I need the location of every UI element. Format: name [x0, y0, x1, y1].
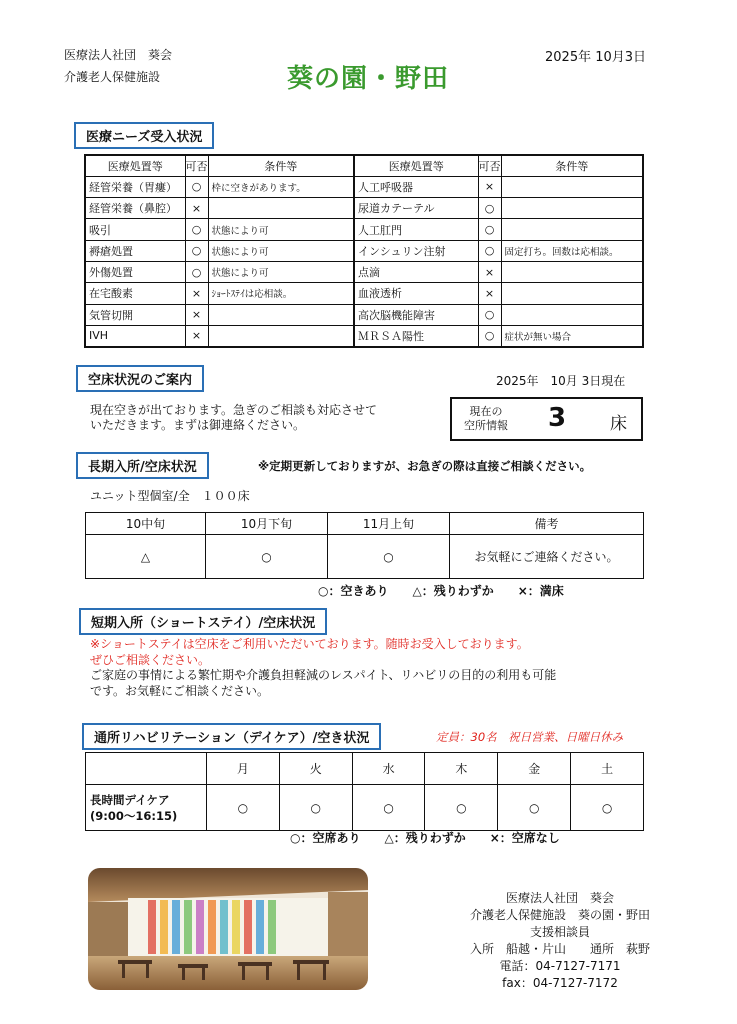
condition-cell: 状態により可 — [208, 219, 354, 240]
weekday-header: 水 — [352, 753, 425, 785]
medical-needs-table — [84, 154, 644, 348]
vacancy-box-label-line: 空所情報 — [464, 419, 508, 432]
condition-cell: 枠に空きがあります。 — [208, 176, 354, 197]
condition-cell — [208, 198, 354, 219]
availability-cell: ○ — [352, 785, 425, 831]
daycare-note: 定員：30名 祝日営業、日曜日休み — [436, 730, 624, 744]
treatment-cell: インシュリン注射 — [354, 240, 478, 261]
treatment-cell: 人工肛門 — [354, 219, 478, 240]
weekday-header: 土 — [571, 753, 644, 785]
treatment-cell: 吸引 — [85, 219, 185, 240]
table-row — [85, 261, 643, 282]
availability-cell: × — [185, 198, 208, 219]
section-heading-vacancy: 空床状況のご案内 — [76, 365, 204, 392]
daycare-legend: ○：空席あり △：残りわずか ×：空席なし — [290, 831, 560, 845]
treatment-cell: 外傷処置 — [85, 261, 185, 282]
availability-cell: ○ — [478, 219, 501, 240]
availability-cell: ○ — [478, 240, 501, 261]
contact-facility: 介護老人保健施設 葵の園・野田 — [469, 908, 650, 922]
table-row — [86, 785, 644, 831]
period-header: 備考 — [450, 513, 644, 535]
availability-cell: ○ — [571, 785, 644, 831]
availability-cell: × — [185, 304, 208, 325]
treatment-cell: ＭＲＳＡ陽性 — [354, 325, 478, 346]
availability-cell: ○ — [206, 535, 328, 579]
vacancy-count-box — [450, 397, 643, 441]
treatment-cell: IVH — [85, 325, 185, 346]
col-header-ok: 可否 — [478, 155, 501, 176]
long-term-table — [85, 512, 644, 579]
facility-type: 介護老人保健施設 — [64, 70, 161, 84]
condition-cell: 状態により可 — [208, 240, 354, 261]
table-header-row — [86, 513, 644, 535]
table-row — [85, 219, 643, 240]
section-heading-short-term: 短期入所（ショートステイ）/空床状況 — [79, 608, 327, 635]
contact-staff: 入所 船越・片山 通所 萩野 — [469, 942, 650, 956]
table-row — [85, 283, 643, 304]
facility-interior-image — [88, 868, 368, 990]
long-term-legend: ○：空きあり △：残りわずか ×：満床 — [318, 584, 564, 598]
availability-cell: ○ — [478, 198, 501, 219]
table-row — [85, 198, 643, 219]
long-term-note: ※定期更新しておりますが、お急ぎの際は直接ご相談ください。 — [258, 459, 592, 473]
service-label — [86, 785, 207, 831]
condition-cell: ｼｮｰﾄｽﾃｲは応相談。 — [208, 283, 354, 304]
col-header-condition: 条件等 — [501, 155, 643, 176]
vacancy-count: 3 — [548, 403, 567, 433]
period-header: 11月上旬 — [328, 513, 450, 535]
condition-cell — [501, 304, 643, 325]
availability-cell: ○ — [478, 304, 501, 325]
short-term-notice: ぜひご相談ください。 — [90, 652, 211, 667]
table-row — [86, 535, 644, 579]
condition-cell: 症状が無い場合 — [501, 325, 643, 346]
condition-cell: 固定打ち。回数は応相談。 — [501, 240, 643, 261]
col-header-ok: 可否 — [185, 155, 208, 176]
service-hours: (9:00〜16:15) — [90, 808, 178, 823]
page-title: 葵の園・野田 — [287, 64, 450, 94]
table-header-row — [86, 753, 644, 785]
availability-cell: × — [478, 261, 501, 282]
vacancy-box-label — [464, 405, 508, 433]
availability-cell: × — [185, 283, 208, 304]
treatment-cell: 気管切開 — [85, 304, 185, 325]
availability-cell: ○ — [185, 261, 208, 282]
org-name: 医療法人社団 葵会 — [64, 48, 173, 62]
treatment-cell: 経管栄養（胃瘻） — [85, 176, 185, 197]
availability-cell: × — [185, 325, 208, 346]
unit-capacity: ユニット型個室/全 １００床 — [90, 489, 250, 503]
condition-cell — [501, 283, 643, 304]
condition-cell — [501, 198, 643, 219]
section-heading-daycare: 通所リハビリテーション（デイケア）/空き状況 — [82, 723, 381, 750]
weekday-header: 木 — [425, 753, 498, 785]
treatment-cell: 褥瘡処置 — [85, 240, 185, 261]
vacancy-box-label-line: 現在の — [469, 405, 503, 418]
availability-cell: × — [478, 283, 501, 304]
table-header-row — [85, 155, 643, 176]
treatment-cell: 在宅酸素 — [85, 283, 185, 304]
condition-cell — [208, 325, 354, 346]
weekday-header: 金 — [498, 753, 571, 785]
treatment-cell: 高次脳機能障害 — [354, 304, 478, 325]
col-header-treatment: 医療処置等 — [85, 155, 185, 176]
condition-cell — [501, 219, 643, 240]
period-header: 10月下旬 — [206, 513, 328, 535]
availability-cell: ○ — [478, 325, 501, 346]
period-header: 10中旬 — [86, 513, 206, 535]
short-term-notice: ※ショートステイは空床をご利用いただいております。随時お受入しております。 — [90, 637, 529, 651]
treatment-cell: 経管栄養（鼻腔） — [85, 198, 185, 219]
short-term-message — [90, 637, 556, 699]
availability-cell: ○ — [498, 785, 571, 831]
issue-date: 2025年 10月3日 — [545, 50, 647, 65]
as-of-date: 2025年 10月 3日現在 — [496, 374, 626, 388]
contact-role: 支援相談員 — [529, 925, 590, 939]
short-term-text: です。お気軽にご相談ください。 — [90, 683, 270, 698]
availability-cell: ○ — [185, 176, 208, 197]
col-header-treatment: 医療処置等 — [354, 155, 478, 176]
condition-cell — [208, 304, 354, 325]
contact-fax: fax：04-7127-7172 — [502, 976, 618, 990]
treatment-cell: 人工呼吸器 — [354, 176, 478, 197]
table-row — [85, 240, 643, 261]
availability-cell: ○ — [185, 240, 208, 261]
treatment-cell: 点滴 — [354, 261, 478, 282]
table-row — [85, 176, 643, 197]
availability-cell: △ — [86, 535, 206, 579]
daycare-table — [85, 752, 644, 831]
weekday-header: 火 — [279, 753, 352, 785]
table-row — [85, 304, 643, 325]
col-header-condition: 条件等 — [208, 155, 354, 176]
contact-org: 医療法人社団 葵会 — [505, 891, 614, 905]
availability-cell: お気軽にご連絡ください。 — [450, 535, 644, 579]
vacancy-message-line: 現在空きが出ております。急ぎのご相談も対応させて — [90, 403, 378, 417]
contact-phone[interactable]: 電話：04-7127-7171 — [499, 959, 621, 973]
availability-cell: ○ — [328, 535, 450, 579]
short-term-text: ご家庭の事情による繁忙期や介護負担軽減のレスパイト、リハビリの目的の利用も可能 — [90, 668, 557, 682]
vacancy-message-line: いただきます。まずは御連絡ください。 — [90, 418, 306, 432]
condition-cell — [501, 261, 643, 282]
vacancy-unit: 床 — [610, 414, 627, 434]
condition-cell: 状態により可 — [208, 261, 354, 282]
availability-cell: ○ — [279, 785, 352, 831]
availability-cell: × — [478, 176, 501, 197]
condition-cell — [501, 176, 643, 197]
availability-cell: ○ — [207, 785, 280, 831]
treatment-cell: 血液透析 — [354, 283, 478, 304]
facility-photo — [88, 868, 368, 990]
availability-cell: ○ — [185, 219, 208, 240]
service-name: 長時間デイケア — [90, 792, 170, 807]
treatment-cell: 尿道カテーテル — [354, 198, 478, 219]
corner-cell — [86, 753, 207, 785]
availability-cell: ○ — [425, 785, 498, 831]
table-row — [85, 325, 643, 346]
contact-block — [440, 890, 680, 992]
vacancy-message — [90, 403, 377, 433]
section-heading-medical: 医療ニーズ受入状況 — [74, 122, 214, 149]
section-heading-long-term: 長期入所/空床状況 — [76, 452, 209, 479]
weekday-header: 月 — [207, 753, 280, 785]
